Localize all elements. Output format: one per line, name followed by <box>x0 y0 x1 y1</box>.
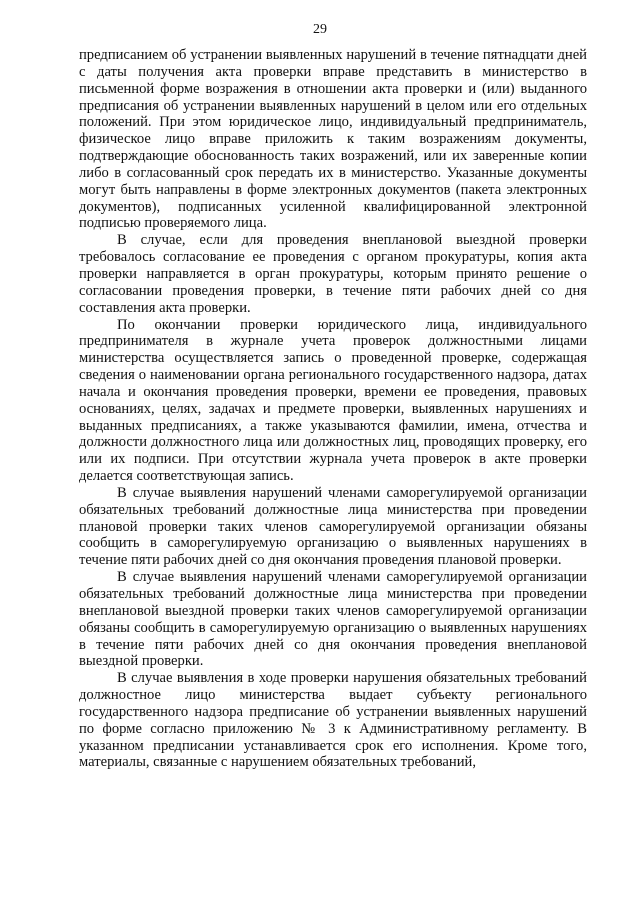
paragraph-sro-unscheduled: В случае выявления нарушений членами саморегулируемой организации обязательных требований должностные лица министерства при проведении внеплановой выездной проверки таких членов саморегулируемой организации обязаны сообщить в саморегулируемую организацию о выявленных нарушениях в течение пяти рабочих дней со дня окончания проведения внеплановой выездной проверки. <box>79 569 587 670</box>
paragraph-objections: предписанием об устранении выявленных нарушений в течение пятнадцати дней с даты получения акта проверки вправе представить в министерство в письменной форме возражения в отношении акта проверки и (или) выданного предписания об устранении выявленных нарушений в целом или его отдельных положений. При этом юридическое лицо, индивидуальный предприниматель, физическое лицо вправе приложить к таким возражениям документы, подтверждающие обоснованность таких возражений, или их заверенные копии либо в согласованный срок передать их в министерство. Указанные документы могут быть направлены в форме электронных документов (пакета электронных документов), подписанных усиленной квалифицированной электронной подписью проверяемого лица. <box>79 47 587 232</box>
page-number: 29 <box>313 22 327 37</box>
paragraph-inspection-log: По окончании проверки юридического лица, индивидуального предпринимателя в журнале учета проверок должностными лицами министерства осуществляется запись о проведенной проверке, содержащая сведения о наименовании органа регионального государственного надзора, датах начала и окончания проведения проверки, времени ее проведения, правовых основаниях, целях, задачах и предмете проверки, выявленных нарушениях и выданных предписаниях, а также указываются фамилии, имена, отчества и должности должностного лица или должностных лиц, проводящих проверку, его или их подписи. При отсутствии журнала учета проверок в акте проверки делается соответствующая запись. <box>79 316 587 485</box>
document-body <box>79 47 587 771</box>
paragraph-sro-planned: В случае выявления нарушений членами саморегулируемой организации обязательных требований должностные лица министерства при проведении плановой проверки таких членов саморегулируемой организации обязаны сообщить в саморегулируемую организацию о выявленных нарушениях в течение пяти рабочих дней со дня окончания проведения плановой проверки. <box>79 484 587 569</box>
paragraph-prosecutor-copy: В случае, если для проведения внеплановой выездной проверки требовалось согласование ее проведения с органом прокуратуры, копия акта проверки направляется в орган прокуратуры, которым принято решение о согласовании проведения проверки, в течение пяти рабочих дней со дня составления акта проверки. <box>79 232 587 316</box>
paragraph-violation-order: В случае выявления в ходе проверки нарушения обязательных требований должностное лицо министерства выдает субъекту регионального государственного надзора предписание об устранении выявленных нарушений по форме согласно приложению № 3 к Административному регламенту. В указанном предписании устанавливается срок его исполнения. Кроме того, материалы, связанные с нарушением обязательных требований, <box>79 670 587 771</box>
